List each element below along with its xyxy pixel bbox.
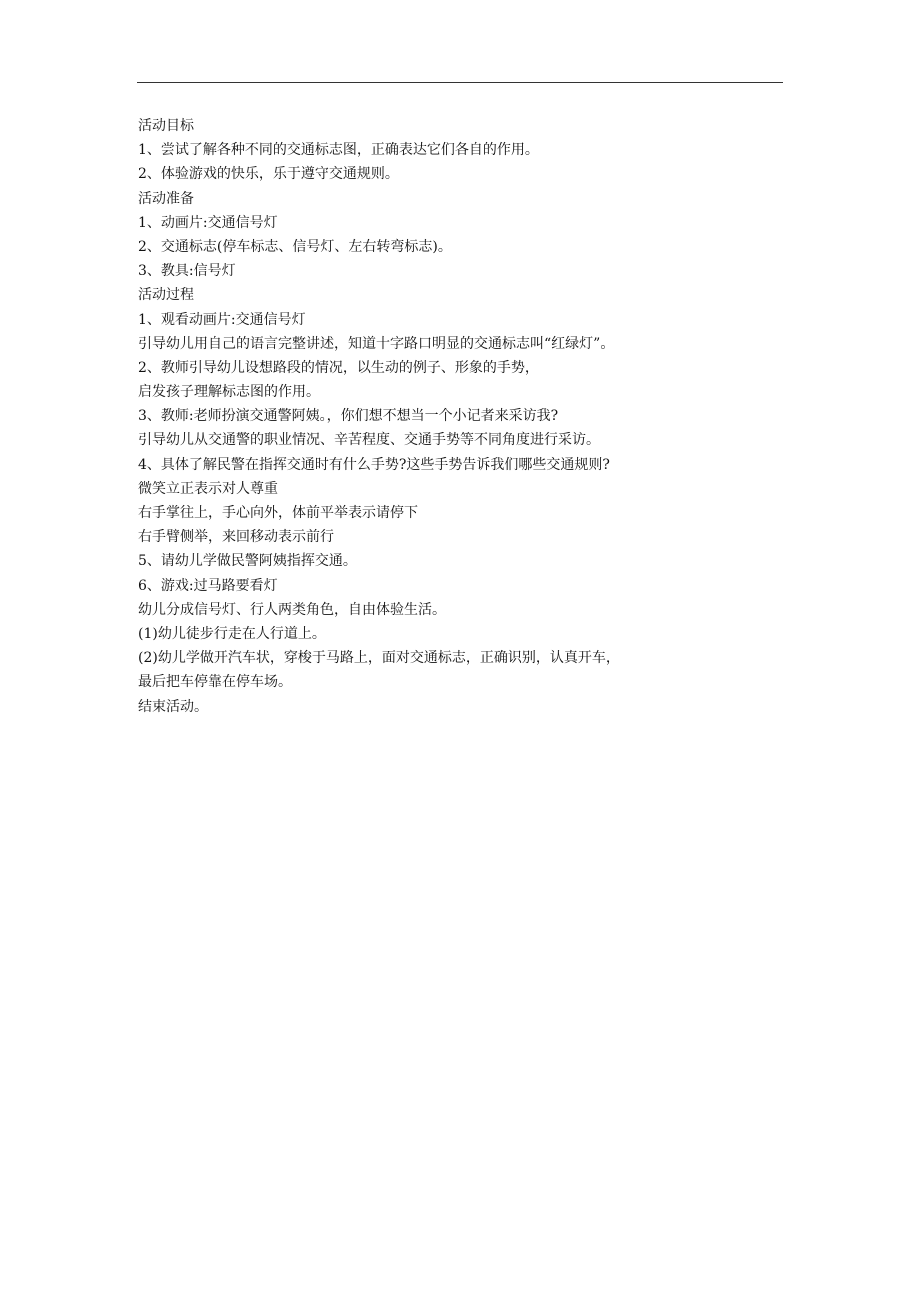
process-step-2: 2、教师引导幼儿设想路段的情况，以生动的例子、形象的手势， xyxy=(138,359,539,376)
preparation-item-1: 1、动画片:交通信号灯 xyxy=(138,214,278,231)
goal-item-1: 1、尝试了解各种不同的交通标志图，正确表达它们各自的作用。 xyxy=(138,142,539,159)
section-heading-process: 活动过程 xyxy=(138,287,194,304)
section-heading-goals: 活动目标 xyxy=(138,118,194,134)
process-step-3: 3、教师:老师扮演交通警阿姨。，你们想不想当一个小记者来采访我? xyxy=(138,408,559,425)
game-substep-1: (1)幼儿徒步行走在人行道上。 xyxy=(138,625,326,642)
process-step-1-detail: 引导幼儿用自己的语言完整讲述，知道十字路口明显的交通标志叫“红绿灯”。 xyxy=(138,335,615,352)
process-step-6-detail: 幼儿分成信号灯、行人两类角色，自由体验生活。 xyxy=(138,601,446,618)
process-step-6: 6、游戏:过马路要看灯 xyxy=(138,577,278,594)
preparation-item-2: 2、交通标志(停车标志、信号灯、左右转弯标志)。 xyxy=(138,238,452,255)
process-step-5: 5、请幼儿学做民警阿姨指挥交通。 xyxy=(138,553,357,570)
process-step-3-detail: 引导幼儿从交通警的职业情况、辛苦程度、交通手势等不同角度进行采访。 xyxy=(138,432,600,449)
gesture-description-3: 右手臂侧举，来回移动表示前行 xyxy=(138,529,334,546)
activity-end: 结束活动。 xyxy=(138,698,208,715)
section-heading-preparation: 活动准备 xyxy=(138,190,194,207)
document-body xyxy=(138,114,818,719)
process-step-2-detail: 启发孩子理解标志图的作用。 xyxy=(138,384,320,401)
gesture-description-2: 右手掌往上，手心向外，体前平举表示请停下 xyxy=(138,505,418,521)
gesture-description-1: 微笑立正表示对人尊重 xyxy=(138,480,278,497)
goal-item-2: 2、体验游戏的快乐，乐于遵守交通规则。 xyxy=(138,166,399,183)
game-substep-2-continued: 最后把车停靠在停车场。 xyxy=(138,674,292,691)
game-substep-2: (2)幼儿学做开汽车状，穿梭于马路上，面对交通标志，正确识别，认真开车， xyxy=(138,650,620,667)
process-step-4: 4、具体了解民警在指挥交通时有什么手势?这些手势告诉我们哪些交通规则? xyxy=(138,456,610,473)
header-rule xyxy=(137,82,783,83)
preparation-item-3: 3、教具:信号灯 xyxy=(138,263,236,280)
process-step-1: 1、观看动画片:交通信号灯 xyxy=(138,311,306,328)
